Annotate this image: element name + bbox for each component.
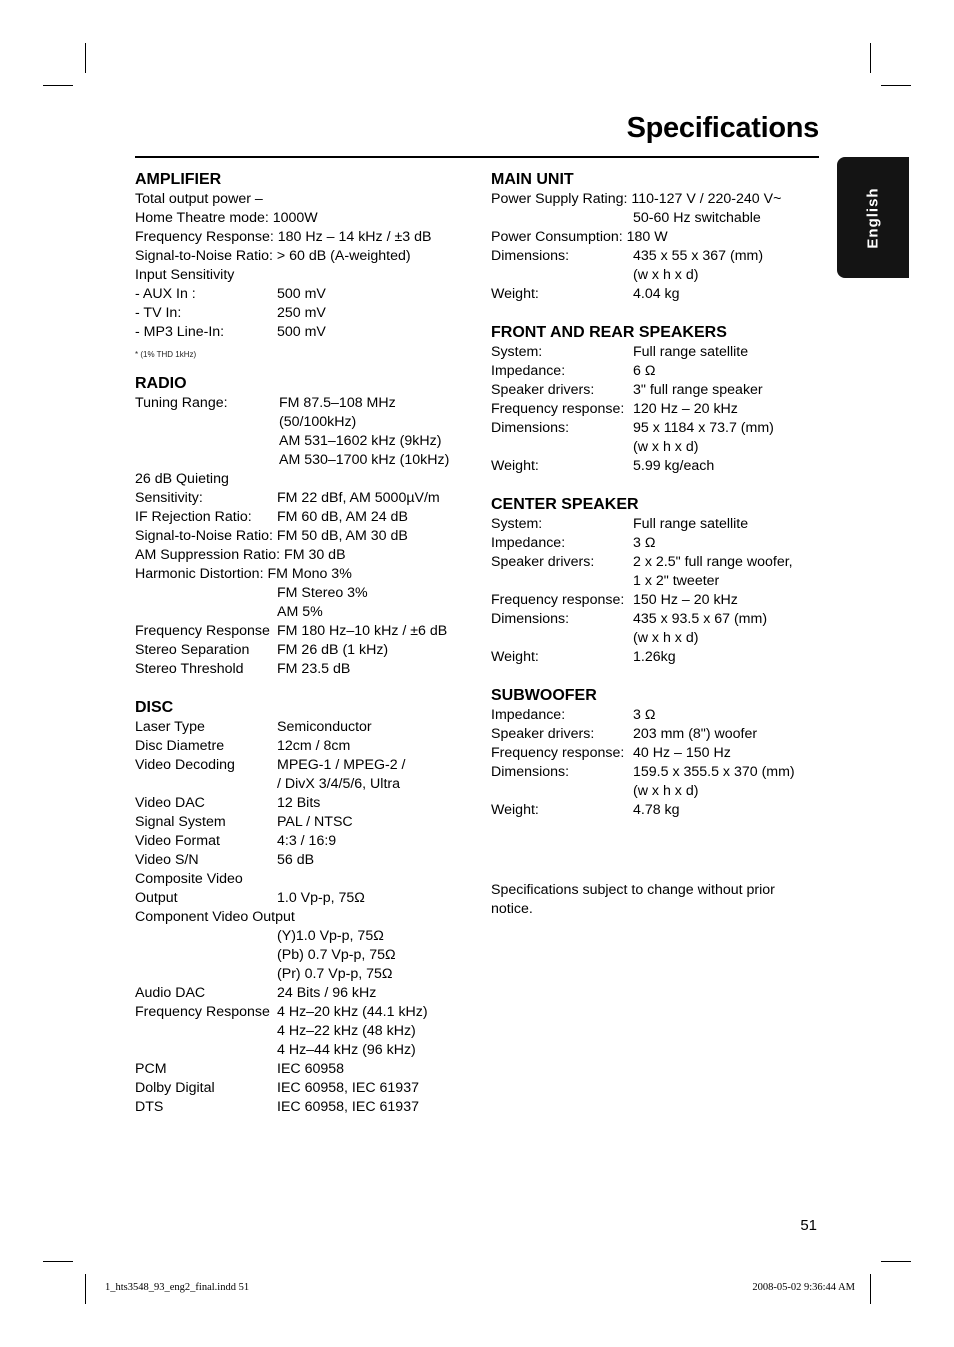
spec-row <box>135 190 475 209</box>
spec-label: Signal-to-Noise Ratio: FM 50 dB, AM 30 dB <box>135 528 408 544</box>
spec-label: Input Sensitivity <box>135 267 235 283</box>
spec-value: 4 Hz–22 kHz (48 kHz) <box>277 1023 416 1039</box>
spec-value: 435 x 93.5 x 67 (mm) <box>633 611 768 627</box>
spec-label: Audio DAC <box>135 985 206 1001</box>
spec-row <box>135 737 475 756</box>
spec-label: Impedance: <box>491 707 566 723</box>
spec-row <box>491 782 821 801</box>
spec-row <box>135 622 475 641</box>
spec-value: 4:3 / 16:9 <box>277 833 337 849</box>
spec-label: Frequency Response: 180 Hz – 14 kHz / ±3 dB <box>135 229 432 245</box>
spec-row <box>135 984 475 1003</box>
spec-label: Composite Video <box>135 871 243 887</box>
spec-row <box>135 794 475 813</box>
spec-value: 12cm / 8cm <box>277 738 351 754</box>
spec-row <box>135 323 475 342</box>
spec-row <box>135 908 475 927</box>
spec-row <box>135 603 475 622</box>
amplifier-note: * (1% THD 1kHz) <box>135 350 197 359</box>
spec-row <box>135 285 475 304</box>
crop-mark <box>43 1261 73 1262</box>
spec-row <box>135 584 475 603</box>
change-notice: Specifications subject to change without prior notice. <box>491 882 775 917</box>
spec-row <box>135 1041 475 1060</box>
spec-value: FM 87.5–108 MHz <box>279 395 396 411</box>
spec-row <box>491 362 821 381</box>
spec-label: Stereo Threshold <box>135 661 244 677</box>
page-title: Specifications <box>626 112 819 144</box>
spec-label: Frequency Response <box>135 1004 270 1020</box>
spec-value: FM 22 dBf, AM 5000µV/m <box>277 490 440 506</box>
spec-value: PAL / NTSC <box>277 814 353 830</box>
spec-label: Weight: <box>491 458 539 474</box>
spec-value: 4.04 kg <box>633 286 680 302</box>
spec-row <box>135 304 475 323</box>
spec-row <box>491 629 821 648</box>
spec-value: 500 mV <box>277 324 326 340</box>
spec-label: Component Video Output <box>135 909 295 925</box>
spec-row <box>135 927 475 946</box>
spec-row <box>135 1022 475 1041</box>
left-column <box>135 170 475 1136</box>
spec-value: 2 x 2.5" full range woofer, <box>633 554 793 570</box>
spec-label: Frequency Response <box>135 623 270 639</box>
spec-label: IF Rejection Ratio: <box>135 509 252 525</box>
spec-value: FM 180 Hz–10 kHz / ±6 dB <box>277 623 448 639</box>
spec-row <box>135 1060 475 1079</box>
spec-value: 159.5 x 355.5 x 370 (mm) <box>633 764 795 780</box>
spec-row <box>135 641 475 660</box>
spec-label: PCM <box>135 1061 167 1077</box>
spec-label: Speaker drivers: <box>491 726 595 742</box>
spec-row <box>135 1003 475 1022</box>
spec-row <box>135 946 475 965</box>
spec-label: 26 dB Quieting <box>135 471 229 487</box>
spec-value: 3 Ω <box>633 535 656 551</box>
spec-value: (Pr) 0.7 Vp-p, 75Ω <box>277 966 393 982</box>
spec-row <box>491 744 821 763</box>
spec-row <box>135 508 475 527</box>
title-rule <box>135 156 819 158</box>
spec-row <box>491 706 821 725</box>
spec-value: (Pb) 0.7 Vp-p, 75Ω <box>277 947 396 963</box>
spec-row <box>491 610 821 629</box>
spec-row <box>135 565 475 584</box>
spec-row <box>135 527 475 546</box>
spec-value: MPEG-1 / MPEG-2 / <box>277 757 406 773</box>
spec-label: DTS <box>135 1099 164 1115</box>
spec-row <box>491 209 821 228</box>
spec-label: Signal System <box>135 814 226 830</box>
spec-row <box>491 228 821 247</box>
section-heading: AMPLIFIER <box>135 171 222 188</box>
spec-row <box>135 470 475 489</box>
spec-row <box>135 832 475 851</box>
spec-row <box>491 725 821 744</box>
spec-label: AM Suppression Ratio: FM 30 dB <box>135 547 346 563</box>
spec-label: Dimensions: <box>491 420 570 436</box>
spec-label: Video S/N <box>135 852 199 868</box>
spec-row <box>491 400 821 419</box>
spec-row <box>135 451 475 470</box>
spec-value: Semiconductor <box>277 719 372 735</box>
spec-label: - TV In: <box>135 305 182 321</box>
spec-label: System: <box>491 344 543 360</box>
spec-label: Disc Diametre <box>135 738 225 754</box>
spec-label: Dimensions: <box>491 248 570 264</box>
spec-value: 50-60 Hz switchable <box>633 210 761 226</box>
right-column <box>491 170 821 839</box>
spec-row <box>135 965 475 984</box>
front-rear-speakers-section <box>491 323 821 476</box>
subwoofer-section <box>491 686 821 820</box>
spec-label: - AUX In : <box>135 286 196 302</box>
spec-label: Dimensions: <box>491 611 570 627</box>
spec-value: FM 23.5 dB <box>277 661 351 677</box>
crop-mark <box>881 85 911 86</box>
spec-label: Signal-to-Noise Ratio: > 60 dB (A-weighted) <box>135 248 411 264</box>
spec-label: System: <box>491 516 543 532</box>
spec-row <box>135 718 475 737</box>
spec-value: / DivX 3/4/5/6, Ultra <box>277 776 401 792</box>
spec-row <box>491 801 821 820</box>
spec-value: FM 26 dB (1 kHz) <box>277 642 389 658</box>
center-speaker-section <box>491 495 821 667</box>
spec-label: Impedance: <box>491 363 566 379</box>
spec-label: Weight: <box>491 802 539 818</box>
language-tab <box>837 157 909 278</box>
spec-value: 4 Hz–20 kHz (44.1 kHz) <box>277 1004 428 1020</box>
spec-label: Laser Type <box>135 719 205 735</box>
spec-label: Frequency response: <box>491 401 625 417</box>
crop-mark <box>85 43 86 73</box>
date-slug: 2008-05-02 9:36:44 AM <box>752 1282 855 1293</box>
spec-value: 24 Bits / 96 kHz <box>277 985 377 1001</box>
spec-row <box>491 419 821 438</box>
spec-value: 4 Hz–44 kHz (96 kHz) <box>277 1042 416 1058</box>
spec-label: Total output power – <box>135 191 263 207</box>
spec-label: Video Decoding <box>135 757 235 773</box>
spec-label: Dimensions: <box>491 764 570 780</box>
spec-value: 12 Bits <box>277 795 321 811</box>
spec-row <box>135 266 475 285</box>
spec-label: Home Theatre mode: 1000W <box>135 210 318 226</box>
spec-row <box>491 534 821 553</box>
language-tab-label: English <box>864 186 882 249</box>
spec-value: (Y)1.0 Vp-p, 75Ω <box>277 928 384 944</box>
spec-value: AM 530–1700 kHz (10kHz) <box>279 452 450 468</box>
spec-row <box>135 413 475 432</box>
spec-label: Power Consumption: 180 W <box>491 229 668 245</box>
section-heading: MAIN UNIT <box>491 171 574 188</box>
spec-label: Video Format <box>135 833 220 849</box>
main-unit-section <box>491 170 821 304</box>
spec-label: Harmonic Distortion: FM Mono 3% <box>135 566 352 582</box>
spec-value: (w x h x d) <box>633 630 699 646</box>
spec-row <box>491 457 821 476</box>
spec-row <box>135 228 475 247</box>
spec-value: 95 x 1184 x 73.7 (mm) <box>633 420 774 436</box>
spec-row <box>135 1098 475 1117</box>
spec-row <box>135 489 475 508</box>
spec-label: Stereo Separation <box>135 642 250 658</box>
spec-value: 435 x 55 x 367 (mm) <box>633 248 764 264</box>
spec-row <box>491 591 821 610</box>
spec-value: 40 Hz – 150 Hz <box>633 745 731 761</box>
spec-value: 1.26kg <box>633 649 676 665</box>
crop-mark <box>870 43 871 73</box>
spec-row <box>491 381 821 400</box>
spec-row <box>135 851 475 870</box>
spec-row <box>491 343 821 362</box>
crop-mark <box>85 1274 86 1304</box>
page-number: 51 <box>800 1217 817 1234</box>
spec-value: Full range satellite <box>633 344 749 360</box>
spec-value: Full range satellite <box>633 516 749 532</box>
spec-value: 3 Ω <box>633 707 656 723</box>
spec-value: (w x h x d) <box>633 439 699 455</box>
spec-value: (w x h x d) <box>633 267 699 283</box>
spec-label: Dolby Digital <box>135 1080 215 1096</box>
spec-label: Sensitivity: <box>135 490 203 506</box>
spec-value: (w x h x d) <box>633 783 699 799</box>
spec-row <box>491 247 821 266</box>
spec-row <box>135 432 475 451</box>
spec-label: Frequency response: <box>491 745 625 761</box>
crop-mark <box>43 85 73 86</box>
spec-row <box>491 553 821 572</box>
spec-row <box>491 266 821 285</box>
spec-label: Tuning Range: <box>135 395 228 411</box>
spec-value: IEC 60958, IEC 61937 <box>277 1080 419 1096</box>
spec-row <box>491 285 821 304</box>
spec-row <box>135 247 475 266</box>
section-heading: DISC <box>135 699 174 716</box>
spec-row <box>135 394 475 413</box>
spec-value: 500 mV <box>277 286 326 302</box>
spec-label: Output <box>135 890 178 906</box>
spec-label: Speaker drivers: <box>491 554 595 570</box>
section-heading: SUBWOOFER <box>491 687 597 704</box>
spec-value: 1.0 Vp-p, 75Ω <box>277 890 365 906</box>
spec-label: Speaker drivers: <box>491 382 595 398</box>
spec-value: AM 5% <box>277 604 323 620</box>
spec-value: 3" full range speaker <box>633 382 763 398</box>
spec-row <box>491 438 821 457</box>
spec-row <box>491 515 821 534</box>
spec-value: 6 Ω <box>633 363 656 379</box>
spec-row <box>491 648 821 667</box>
spec-value: 150 Hz – 20 kHz <box>633 592 738 608</box>
spec-value: 250 mV <box>277 305 326 321</box>
spec-value: 5.99 kg/each <box>633 458 715 474</box>
spec-label: Impedance: <box>491 535 566 551</box>
spec-row <box>135 546 475 565</box>
spec-row <box>491 572 821 591</box>
spec-value: 1 x 2" tweeter <box>633 573 720 589</box>
crop-mark <box>881 1261 911 1262</box>
spec-row <box>135 660 475 679</box>
file-slug: 1_hts3548_93_eng2_final.indd 51 <box>105 1282 250 1293</box>
spec-value: AM 531–1602 kHz (9kHz) <box>279 433 442 449</box>
spec-row <box>135 1079 475 1098</box>
spec-label: - MP3 Line-In: <box>135 324 225 340</box>
spec-row <box>491 763 821 782</box>
spec-value: FM 60 dB, AM 24 dB <box>277 509 408 525</box>
disc-section <box>135 698 475 1117</box>
spec-row <box>491 190 821 209</box>
spec-label: Frequency response: <box>491 592 625 608</box>
section-heading: RADIO <box>135 375 187 392</box>
crop-mark <box>870 1274 871 1304</box>
radio-section <box>135 374 475 679</box>
spec-row <box>135 889 475 908</box>
spec-label: Weight: <box>491 286 539 302</box>
spec-row <box>135 870 475 889</box>
spec-value: (50/100kHz) <box>279 414 357 430</box>
spec-label: Weight: <box>491 649 539 665</box>
section-heading: CENTER SPEAKER <box>491 496 639 513</box>
spec-value: 120 Hz – 20 kHz <box>633 401 738 417</box>
amplifier-section <box>135 170 475 342</box>
spec-row <box>135 813 475 832</box>
spec-row <box>135 756 475 775</box>
spec-value: 203 mm (8") woofer <box>633 726 758 742</box>
spec-value: IEC 60958, IEC 61937 <box>277 1099 419 1115</box>
spec-value: 56 dB <box>277 852 315 868</box>
spec-label: Video DAC <box>135 795 205 811</box>
spec-row <box>135 775 475 794</box>
spec-row <box>135 209 475 228</box>
spec-value: IEC 60958 <box>277 1061 345 1077</box>
spec-label: Power Supply Rating: 110-127 V / 220-240 V~ <box>491 191 782 207</box>
section-heading: FRONT AND REAR SPEAKERS <box>491 324 727 341</box>
spec-value: 4.78 kg <box>633 802 680 818</box>
spec-value: FM Stereo 3% <box>277 585 368 601</box>
